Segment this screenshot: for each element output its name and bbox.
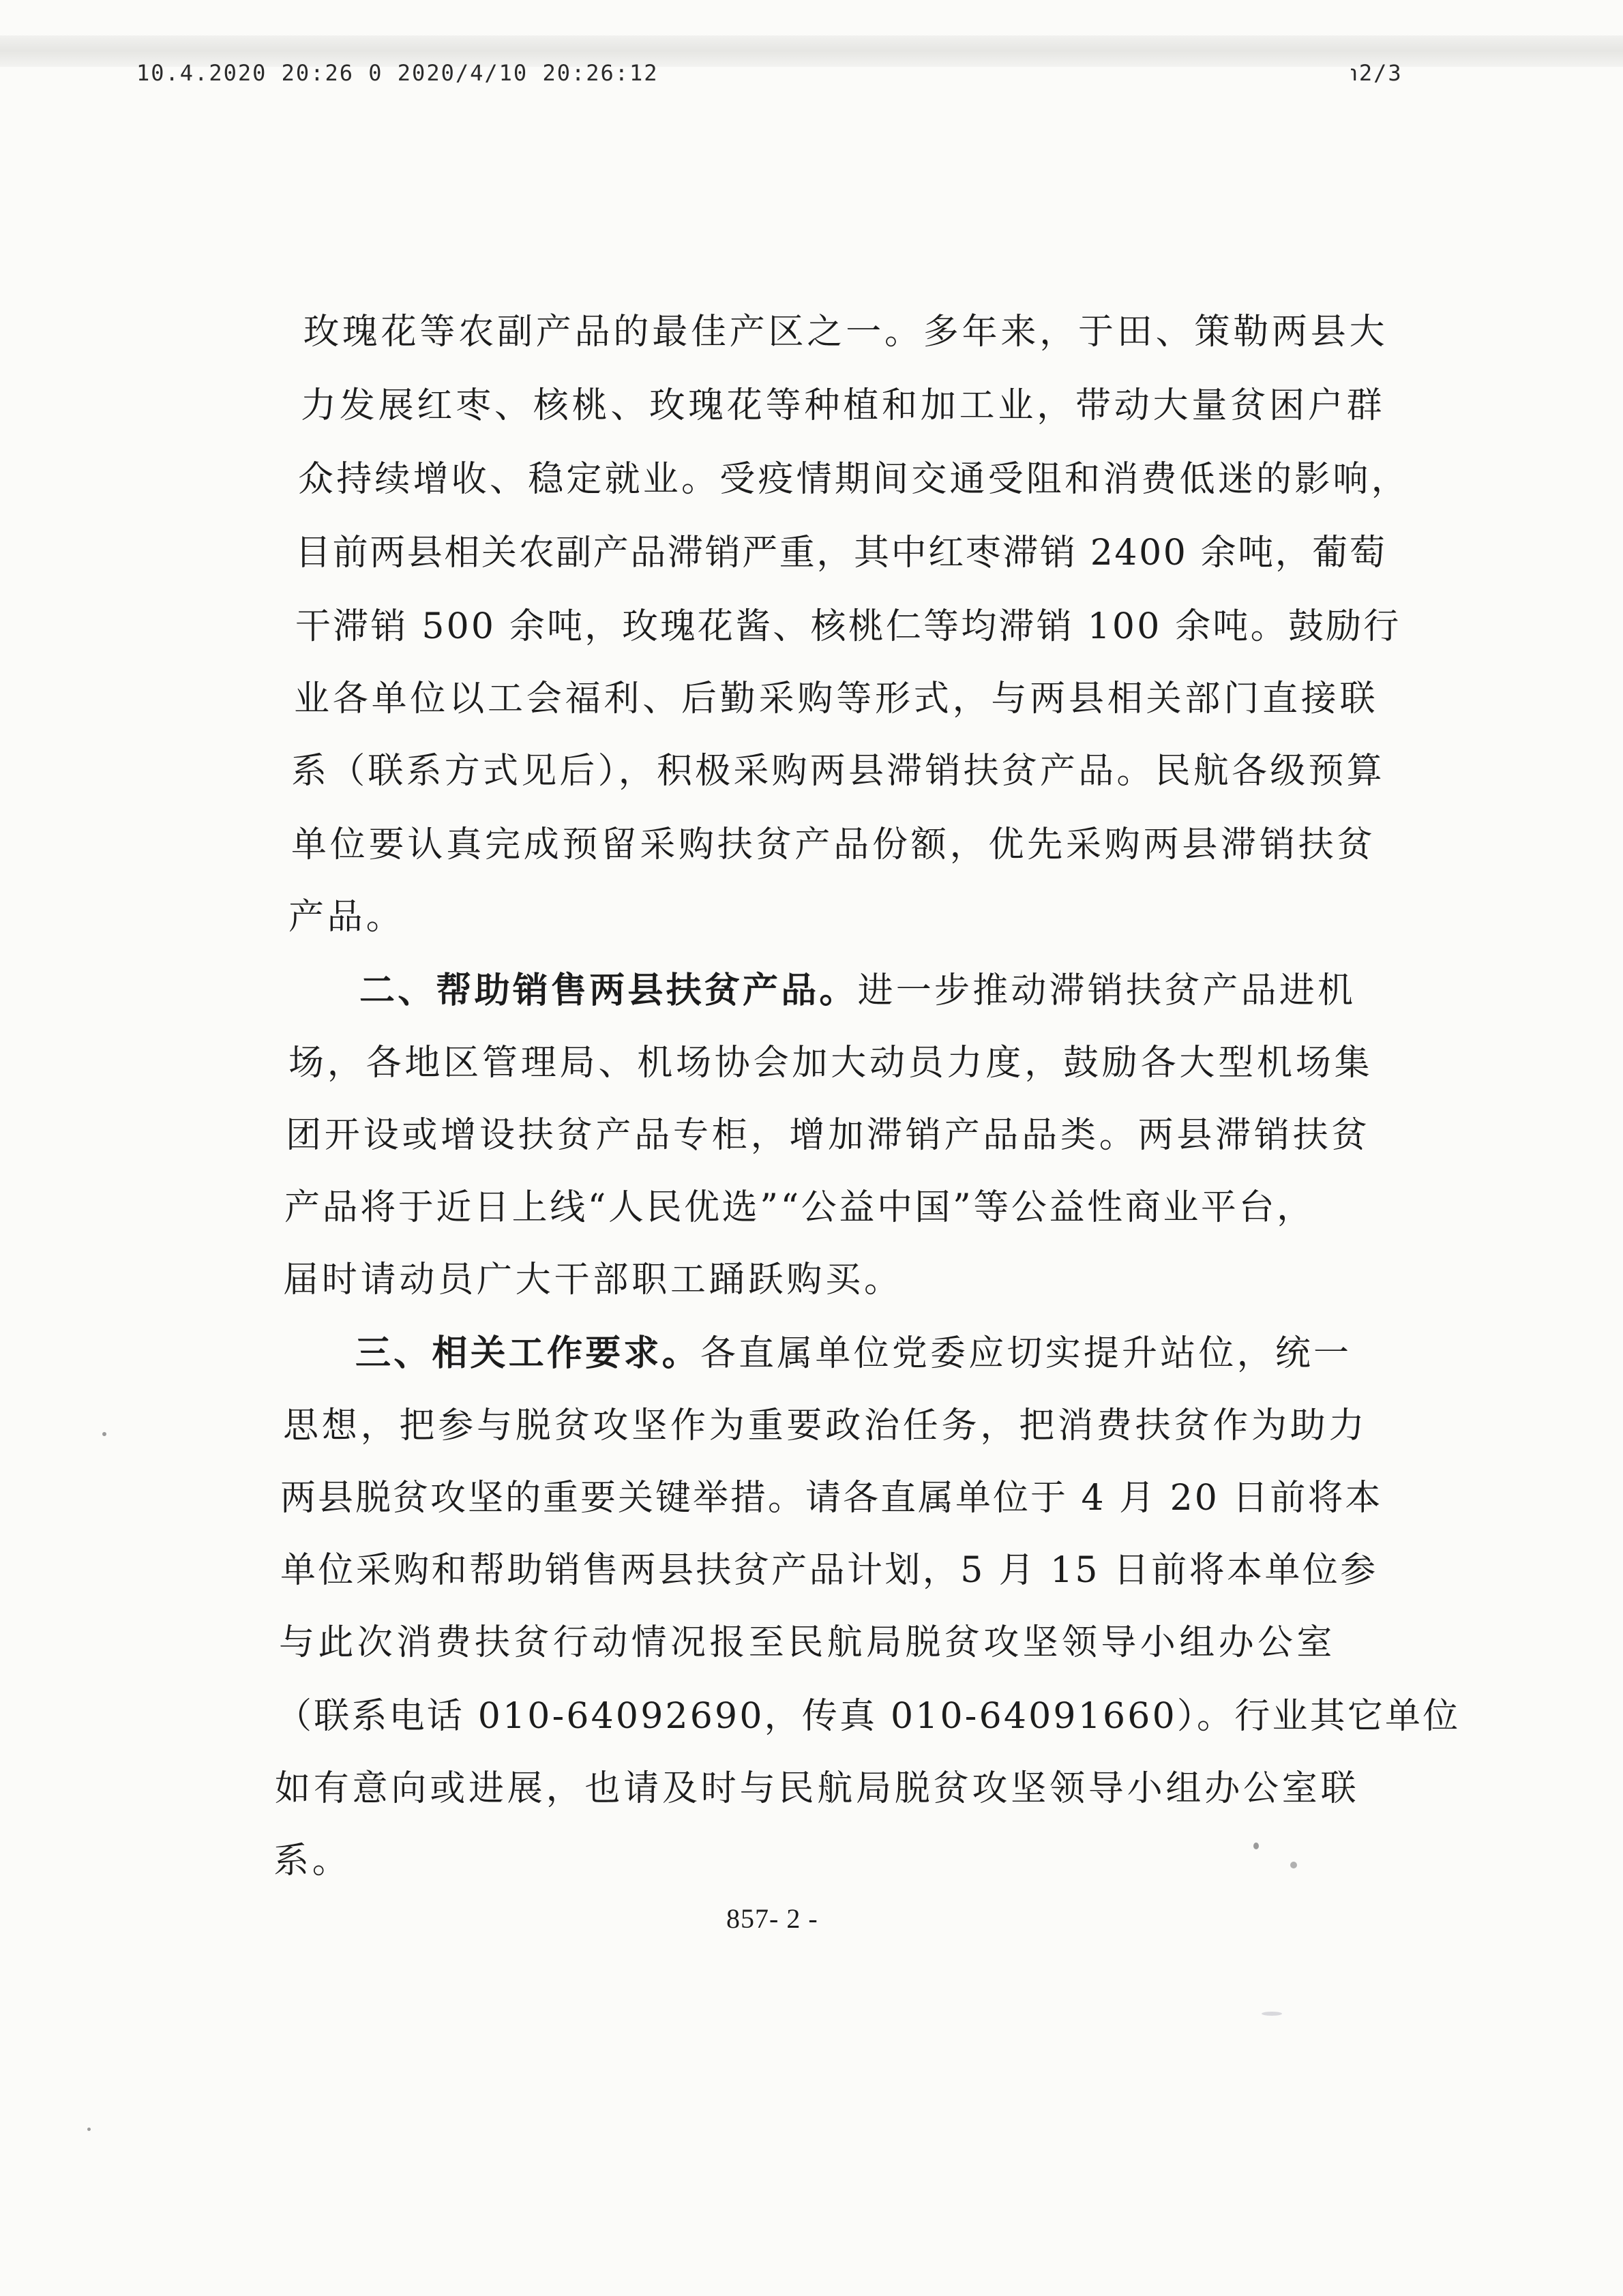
paragraph-line: 产品。 [288,897,405,938]
page-number: 857- 2 - [726,1903,818,1934]
paragraph-line: 思想，把参与脱贫攻坚作为重要政治任务，把消费扶贫作为助力 [283,1405,1368,1446]
scan-speck [87,2128,91,2131]
paragraph-line: 单位要认真完成预留采购扶贫产品份额，优先采购两县滞销扶贫 [291,824,1376,865]
section-3-first-line [355,1330,1352,1379]
paragraph-line: 业各单位以工会福利、后勤采购等形式，与两县相关部门直接联 [294,679,1379,719]
paragraph-line: 如有意向或进展，也请及时与民航局脱贫攻坚领导小组办公室联 [275,1768,1360,1809]
section-3-heading: 三、相关工作要求。 [355,1332,700,1374]
scan-speck [1262,2012,1282,2016]
paragraph-line: 系（联系方式见后），积极采购两县滞销扶贫产品。民航各级预算 [291,751,1385,792]
section-2-heading: 二、帮助销售两县扶贫产品。 [359,970,858,1011]
paragraph-line: 众持续增收、稳定就业。受疫情期间交通受阻和消费低迷的影响， [298,459,1410,500]
fax-timestamp-header: 10.4.2020 20:26 0 2020/4/10 20:26:12 [136,60,659,86]
section-3-first-line-text: 各直属单位党委应切实提升站位，统一 [700,1333,1352,1374]
paragraph-line: 力发展红枣、核桃、玫瑰花等种植和加工业，带动大量贫困户群 [301,385,1386,426]
paragraph-line: 届时请动员广大干部职工踊跃购买。 [283,1259,903,1300]
paragraph-line: （联系电话 010-64092690，传真 010-64091660）。行业其它单位 [276,1696,1461,1737]
scan-speck [1253,1843,1259,1849]
section-2-first-line [359,967,1356,1016]
paragraph-line: 与此次消费扶贫行动情况报至民航局脱贫攻坚领导小组办公室 [279,1622,1336,1663]
section-2-first-line-text: 进一步推动滞销扶贫产品进机 [857,970,1356,1011]
paragraph-line: 团开设或增设扶贫产品专柜，增加滞销产品品类。两县滞销扶贫 [286,1115,1371,1156]
paragraph-line: 干滞销 500 余吨，玫瑰花酱、核桃仁等均滞销 100 余吨。鼓励行 [295,606,1401,647]
paragraph-line: 产品将于近日上线“人民优选”“公益中国”等公益性商业平台， [284,1187,1315,1228]
scan-speck [102,1432,106,1436]
paragraph-line: 两县脱贫攻坚的重要关键举措。请各直属单位于 4 月 20 日前将本 [280,1478,1383,1519]
paragraph-line: 单位采购和帮助销售两县扶贫产品计划，5 月 15 日前将本单位参 [280,1550,1378,1591]
paragraph-line: 系。 [273,1840,351,1881]
fax-page-indicator: ℩2/3 [1350,60,1403,86]
paragraph-line: 目前两县相关农副产品滞销严重，其中红枣滞销 2400 余吨，葡萄 [295,533,1387,573]
scan-speck [1290,1862,1297,1868]
paragraph-line: 场，各地区管理局、机场协会加大动员力度，鼓励各大型机场集 [288,1043,1373,1084]
paragraph-line: 玫瑰花等农副产品的最佳产区之一。多年来，于田、策勒两县大 [303,312,1388,353]
